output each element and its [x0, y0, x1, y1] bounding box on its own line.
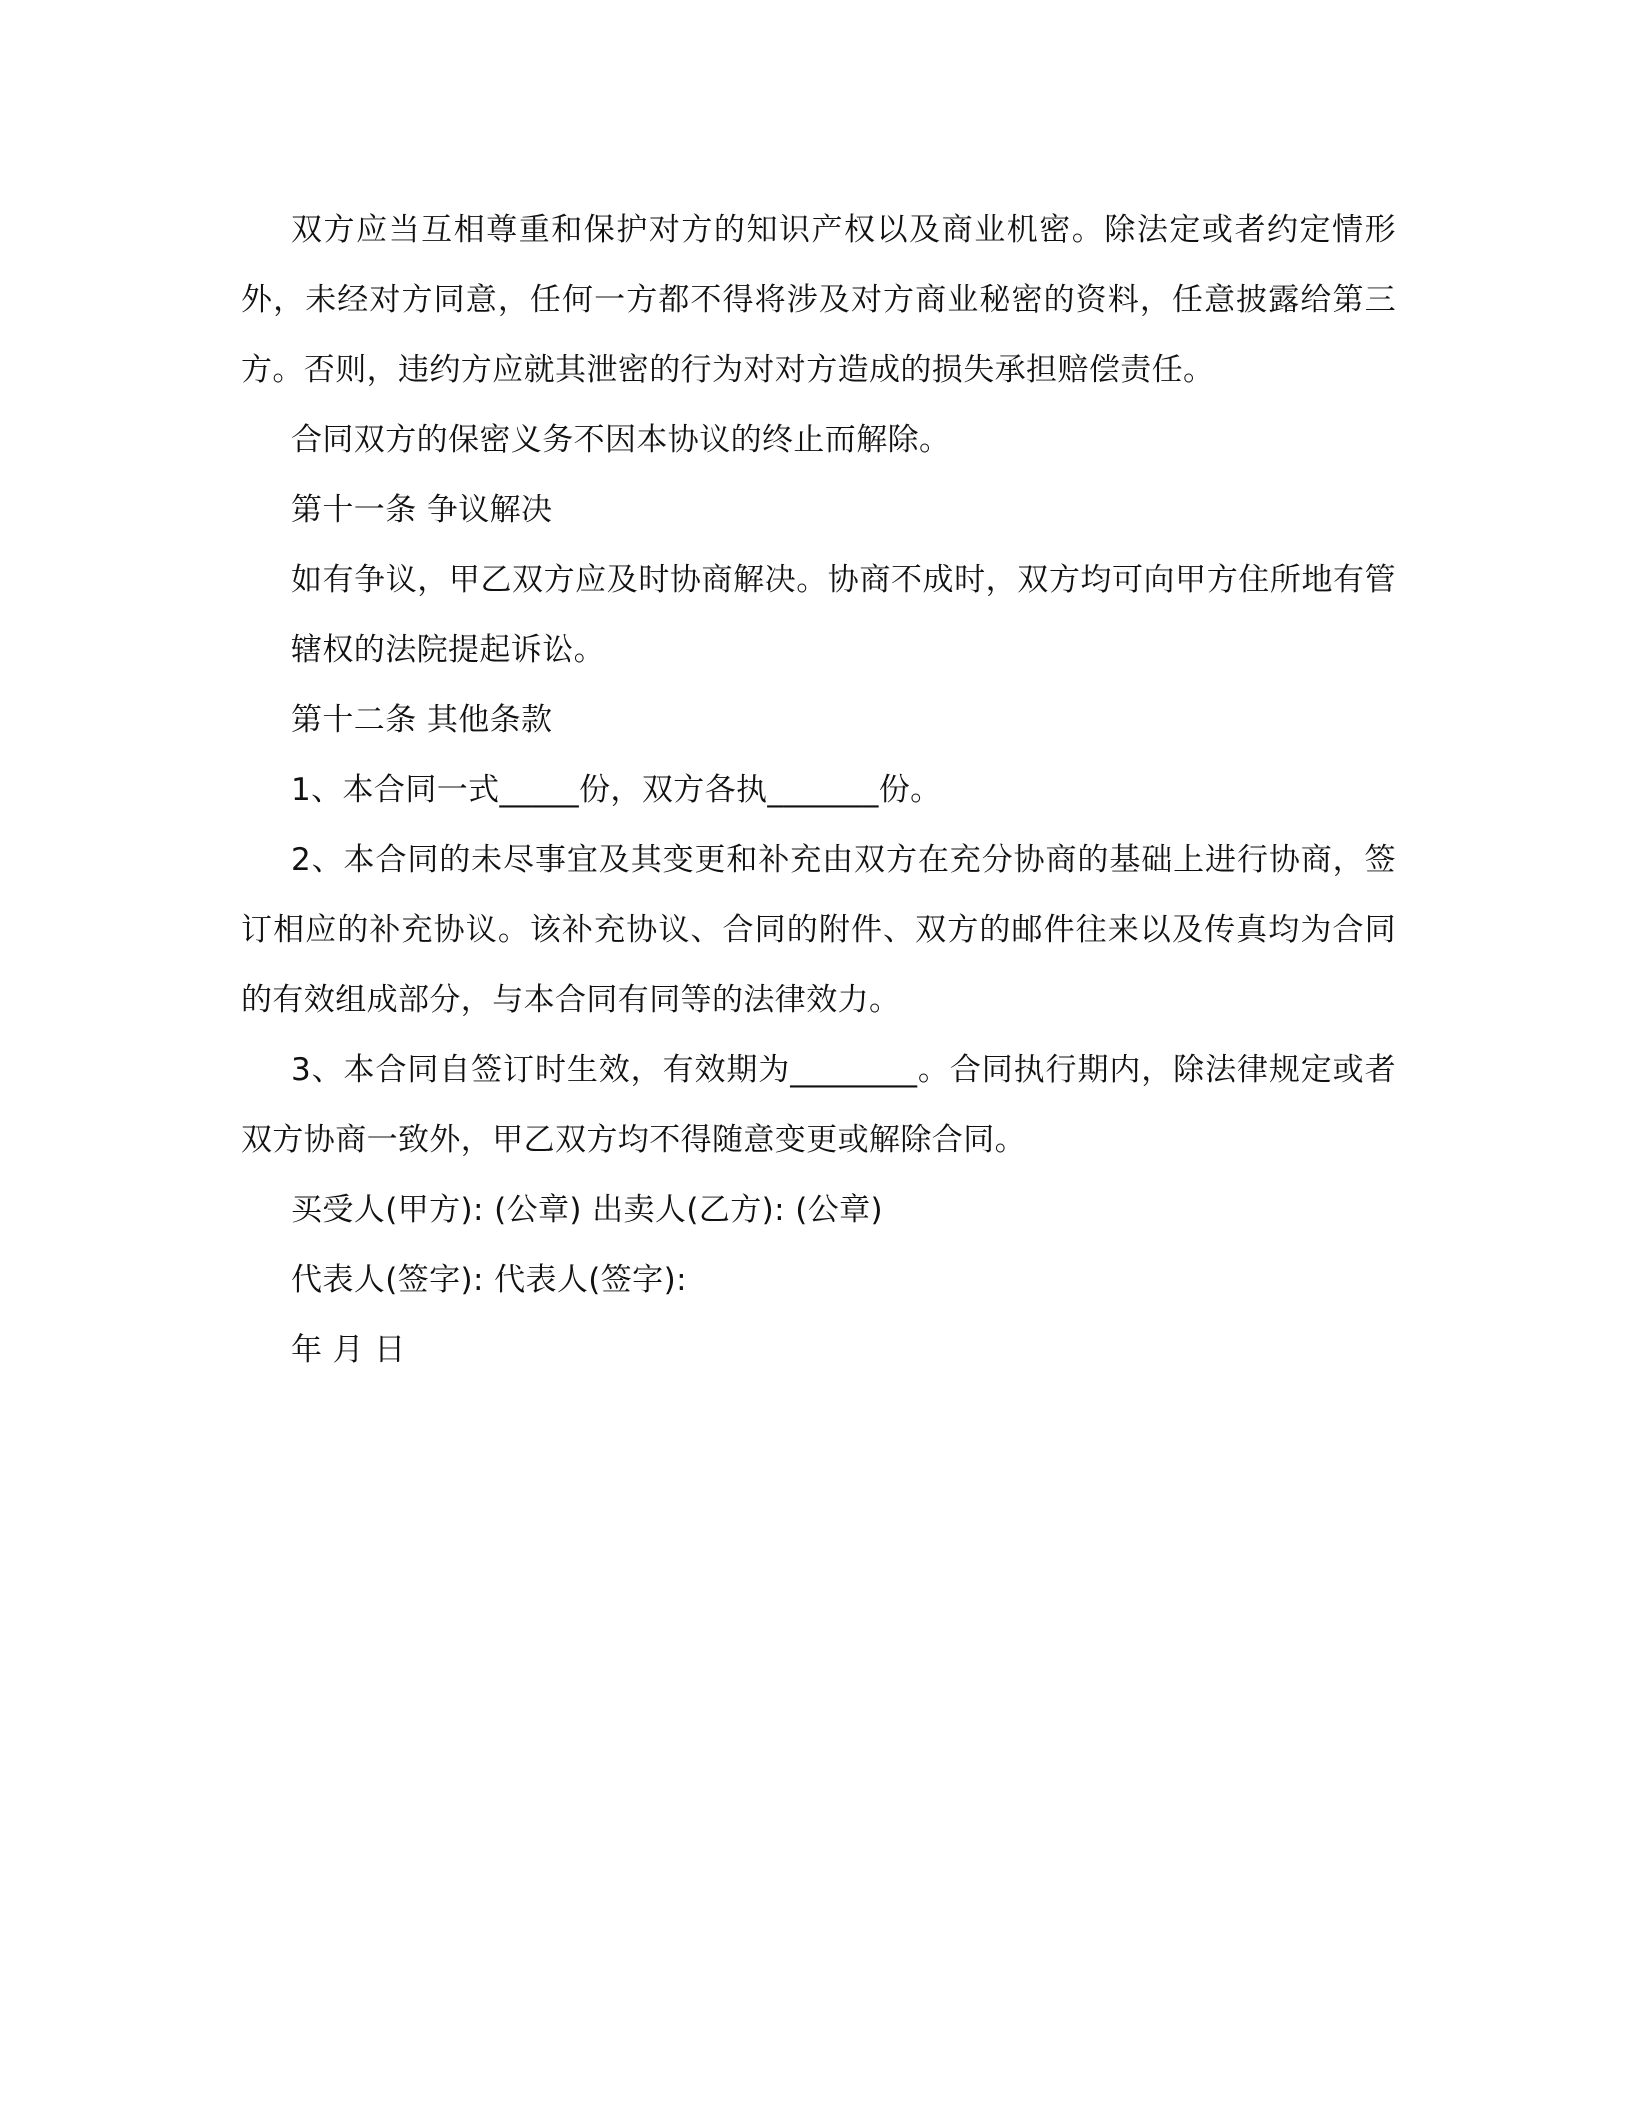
signature-representatives: 代表人(签字): 代表人(签字): [291, 1262, 687, 1298]
section-heading-11: 第十一条 争议解决 [291, 492, 553, 528]
clause-supplements: 2、本合同的未尽事宜及其变更和补充由双方在充分协商的基础上进行协商，签订相应的补充协议。该补充协议、合同的附件、双方的邮件往来以及传真均为合同的有效组成部分，与本合同有同等的法律效力。 [241, 842, 1396, 1018]
paragraph-confidentiality-duration: 合同双方的保密义务不因本协议的终止而解除。 [291, 422, 951, 458]
paragraph-dispute-resolution: 如有争议，甲乙双方应及时协商解决。协商不成时，双方均可向甲方住所地有管辖权的法院提起诉讼。 [291, 562, 1396, 668]
document-body [241, 195, 1396, 1385]
clause-validity: 3、本合同自签订时生效，有效期为________。合同执行期内，除法律规定或者双方协商一致外，甲乙双方均不得随意变更或解除合同。 [241, 1052, 1396, 1158]
clause-copies: 1、本合同一式_____份，双方各执_______份。 [291, 772, 942, 808]
signature-parties: 买受人(甲方): (公章) 出卖人(乙方): (公章) [291, 1192, 884, 1228]
section-heading-12: 第十二条 其他条款 [291, 702, 553, 738]
signature-date: 年 月 日 [291, 1332, 406, 1368]
paragraph-confidentiality: 双方应当互相尊重和保护对方的知识产权以及商业机密。除法定或者约定情形外，未经对方同意，任何一方都不得将涉及对方商业秘密的资料，任意披露给第三方。否则，违约方应就其泄密的行为对对方造成的损失承担赔偿责任。 [241, 212, 1396, 388]
